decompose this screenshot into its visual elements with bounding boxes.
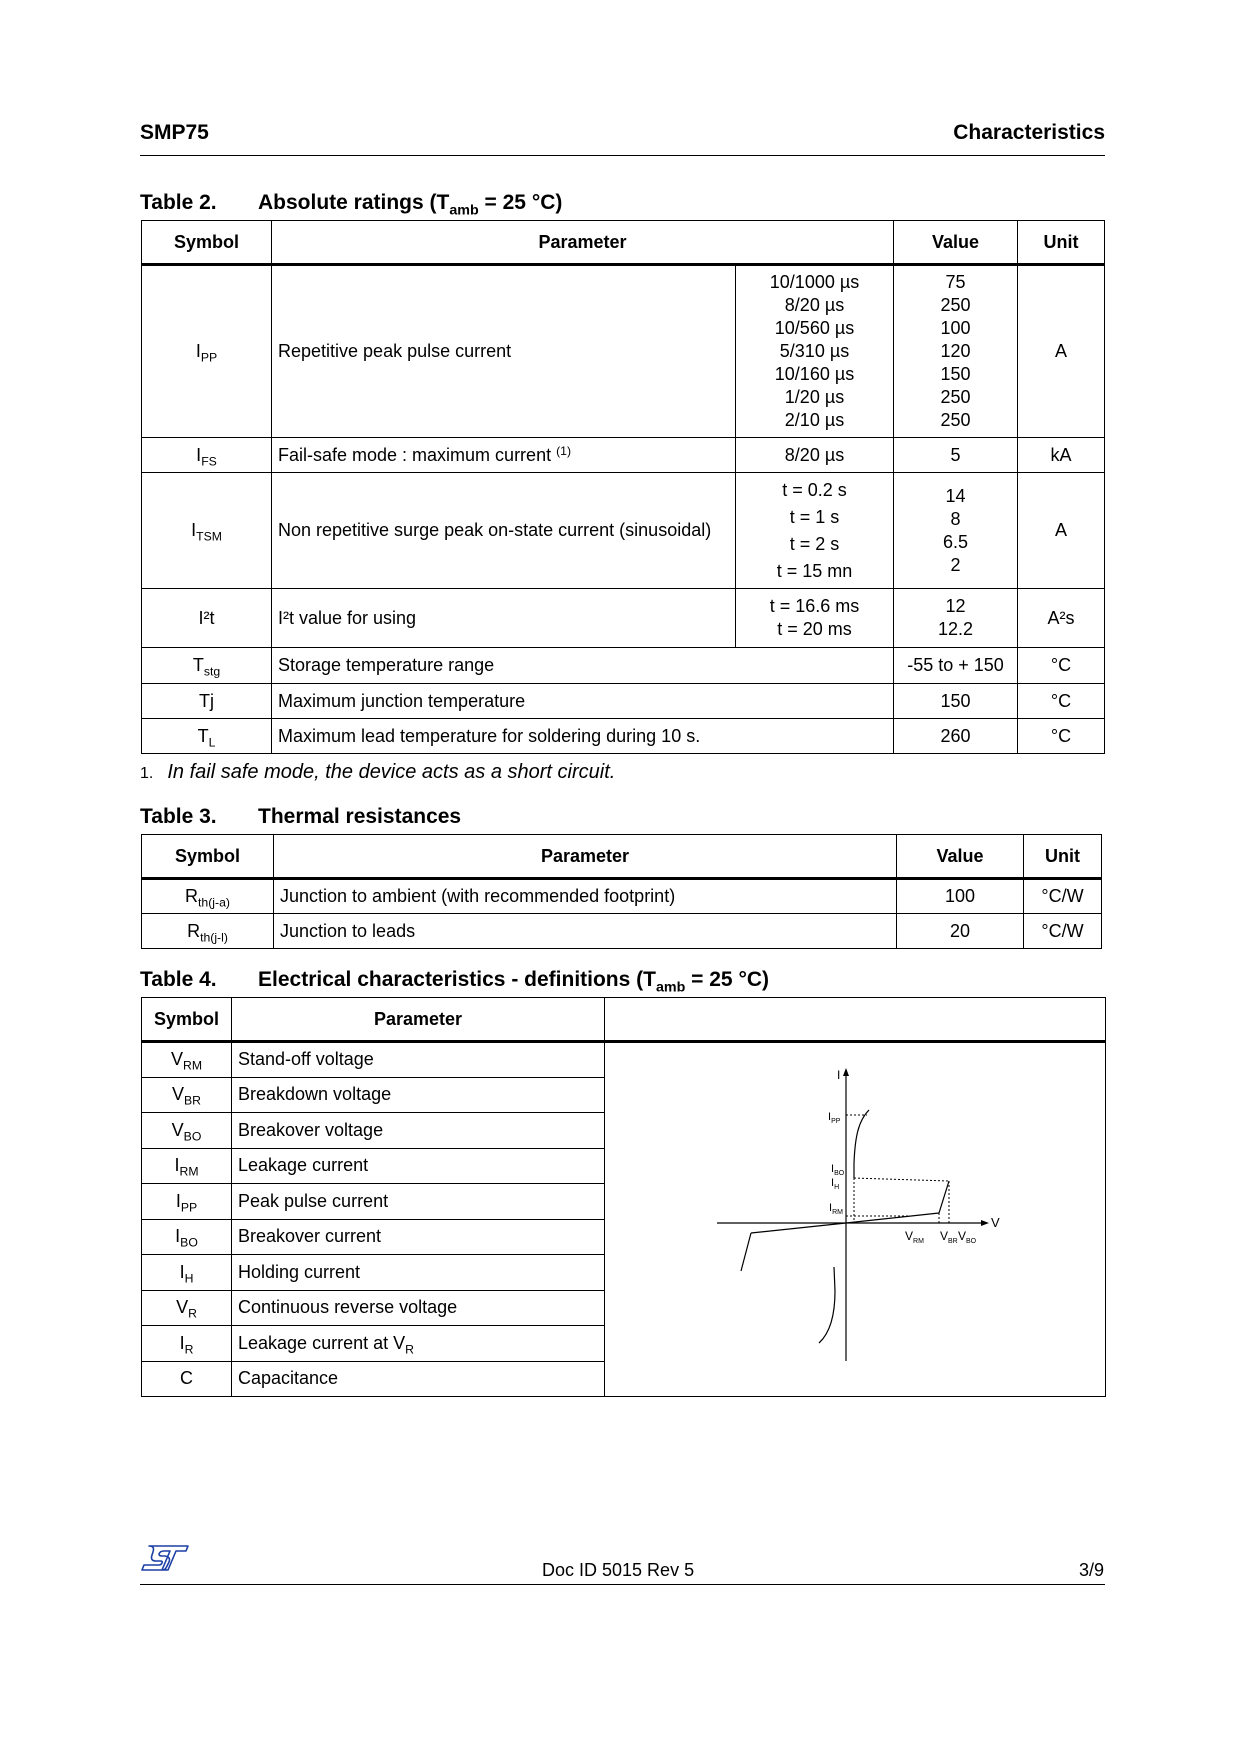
unit-cell: °C [1018, 648, 1105, 684]
table4-electrical-definitions [141, 997, 1106, 1397]
symbol-cell: $I_{BO}$ [142, 1219, 232, 1255]
unit-cell: A²s [1018, 589, 1105, 648]
table4-col-parameter: Parameter [232, 998, 605, 1042]
parameter-cell: Non repetitive surge peak on-state current (sinusoidal) [272, 473, 736, 589]
voltage-axis-arrow [981, 1220, 989, 1226]
symbol-cell: $R_{th(j-a)}$ [142, 879, 274, 914]
table-row [142, 648, 1105, 684]
st-logo-shape [142, 1546, 188, 1570]
parameter-cell: Stand-off voltage [232, 1042, 605, 1078]
symbol-cell: $I_R$ [142, 1326, 232, 1362]
symbol-cell: $I_H$ [142, 1255, 232, 1291]
reverse-breakdown-line [741, 1233, 751, 1271]
unit-cell: A [1018, 473, 1105, 589]
table4-title: Electrical characteristics - definitions ($T_{amb} = 25$ °C) [258, 968, 769, 996]
table4-number: Table 4. [140, 968, 217, 991]
table4-col-symbol: Symbol [142, 998, 232, 1042]
condition-cell: 10/1000 µs 8/20 µs 10/560 µs 5/310 µs 10/160 µs 1/20 µs 2/10 µs [736, 265, 894, 438]
reverse-leakage-line [751, 1223, 846, 1233]
symbol-cell: $V_{BR}$ [142, 1077, 232, 1113]
value-cell: 12 12.2 [894, 589, 1018, 648]
header-product: SMP75 [140, 121, 209, 144]
unit-cell: A [1018, 265, 1105, 438]
table-row [142, 719, 1105, 754]
symbol-cell: $I_{TSM}$ [142, 473, 272, 589]
table2-col-symbol: Symbol [142, 221, 272, 265]
current-axis-label: I [837, 1068, 841, 1082]
st-logo [40, 1443, 190, 1573]
table3-title: Thermal resistances [258, 805, 462, 828]
parameter-cell: Breakdown voltage [232, 1077, 605, 1113]
parameter-cell: Repetitive peak pulse current [272, 265, 736, 438]
parameter-cell: Storage temperature range [272, 648, 894, 684]
table2-absolute-ratings [141, 220, 1105, 754]
symbol-cell: $I_{PP}$ [142, 1184, 232, 1220]
irm-label: $I_{RM}$ [829, 1202, 843, 1216]
table2-col-unit: Unit [1018, 221, 1105, 265]
value-cell: -55 to + 150 [894, 648, 1018, 684]
table2-footnote: 1. In fail safe mode, the device acts as a short circuit. [140, 761, 616, 783]
value-cell: 260 [894, 719, 1018, 754]
parameter-cell: Leakage current [232, 1148, 605, 1184]
symbol-cell: $I_{FS}$ [142, 438, 272, 473]
footer-rule [140, 1584, 1105, 1585]
parameter-cell: Junction to leads [274, 914, 897, 949]
ipp-label: $I_{PP}$ [828, 1111, 841, 1125]
value-cell: 100 [897, 879, 1024, 914]
table-row [142, 265, 1105, 438]
parameter-cell: Leakage current at $V_R$ [232, 1326, 605, 1362]
symbol-cell: $I_{PP}$ [142, 265, 272, 438]
vbr-label: $V_{BR}$ [940, 1229, 958, 1245]
condition-cell: t = 16.6 ms t = 20 ms [736, 589, 894, 648]
ih-label: $I_H$ [831, 1177, 840, 1191]
voltage-axis-label: V [991, 1215, 1000, 1230]
symbol-cell: $R_{th(j-l)}$ [142, 914, 274, 949]
unit-cell: °C [1018, 684, 1105, 719]
table4-col-diagram [605, 998, 1106, 1042]
table-row [142, 473, 1105, 589]
parameter-cell: Capacitance [232, 1361, 605, 1397]
parameter-cell: Breakover voltage [232, 1113, 605, 1149]
unit-cell: °C/W [1024, 914, 1102, 949]
header-rule [140, 155, 1105, 156]
footnote-ref: (1) [556, 443, 572, 458]
current-axis-arrow [843, 1068, 849, 1076]
forward-curve [854, 1110, 869, 1178]
table2-number: Table 2. [140, 191, 217, 214]
table3-col-unit: Unit [1024, 835, 1102, 879]
parameter-cell: Maximum lead temperature for soldering during 10 s. [272, 719, 894, 754]
symbol-cell: C [142, 1361, 232, 1397]
unit-cell: °C [1018, 719, 1105, 754]
table3-number: Table 3. [140, 805, 217, 828]
header-section: Characteristics [953, 121, 1105, 144]
table3-col-value: Value [897, 835, 1024, 879]
value-cell: 75 250 100 120 150 250 250 [894, 265, 1018, 438]
table2-title: Absolute ratings ($T_{amb} = 25$ °C) [258, 191, 563, 219]
symbol-cell: Tj [142, 684, 272, 719]
parameter-cell: Continuous reverse voltage [232, 1290, 605, 1326]
table3-col-symbol: Symbol [142, 835, 274, 879]
parameter-cell: Breakover current [232, 1219, 605, 1255]
table3-col-parameter: Parameter [274, 835, 897, 879]
vrm-label: $V_{RM}$ [905, 1229, 924, 1245]
value-cell: 5 [894, 438, 1018, 473]
table-row [142, 438, 1105, 473]
symbol-cell: $T_L$ [142, 719, 272, 754]
reverse-curve [819, 1267, 835, 1343]
condition-cell: 8/20 µs [736, 438, 894, 473]
page-number: 3/9 [1078, 1560, 1104, 1580]
parameter-cell: Fail-safe mode : maximum current $^{(1)}$ [272, 438, 736, 473]
table-row [142, 914, 1102, 949]
table-row [142, 879, 1102, 914]
parameter-cell: Maximum junction temperature [272, 684, 894, 719]
symbol-cell: $V_{BO}$ [142, 1113, 232, 1149]
parameter-cell: Junction to ambient (with recommended footprint) [274, 879, 897, 914]
table-row [142, 589, 1105, 648]
table-row [142, 684, 1105, 719]
breakdown-line [939, 1181, 949, 1213]
ibo-label: $I_{BO}$ [831, 1163, 845, 1177]
symbol-cell: $T_{stg}$ [142, 648, 272, 684]
svg-text:ST: ST [40, 1443, 42, 1444]
parameter-cell: Holding current [232, 1255, 605, 1291]
leakage-line [846, 1213, 939, 1223]
unit-cell: kA [1018, 438, 1105, 473]
iv-characteristic-diagram [605, 1043, 1105, 1396]
vbo-label: $V_{BO}$ [958, 1229, 977, 1245]
symbol-cell: $V_{RM}$ [142, 1042, 232, 1078]
symbol-cell: I²t [142, 589, 272, 648]
parameter-cell: Peak pulse current [232, 1184, 605, 1220]
table2-col-parameter: Parameter [272, 221, 894, 265]
breakover-level [854, 1178, 949, 1181]
symbol-cell: $V_R$ [142, 1290, 232, 1326]
symbol-cell: $I_{RM}$ [142, 1148, 232, 1184]
iv-characteristic-cell [605, 1042, 1106, 1397]
doc-id: Doc ID 5015 Rev 5 [542, 1560, 695, 1580]
value-cell: 150 [894, 684, 1018, 719]
parameter-cell: I²t value for using [272, 589, 736, 648]
table3-thermal-resistances [141, 834, 1102, 949]
table2-col-value: Value [894, 221, 1018, 265]
value-cell: 20 [897, 914, 1024, 949]
table-row [142, 1042, 1106, 1078]
value-cell: 14 8 6.5 2 [894, 473, 1018, 589]
unit-cell: °C/W [1024, 879, 1102, 914]
condition-cell: t = 0.2 s t = 1 s t = 2 s t = 15 mn [736, 473, 894, 589]
